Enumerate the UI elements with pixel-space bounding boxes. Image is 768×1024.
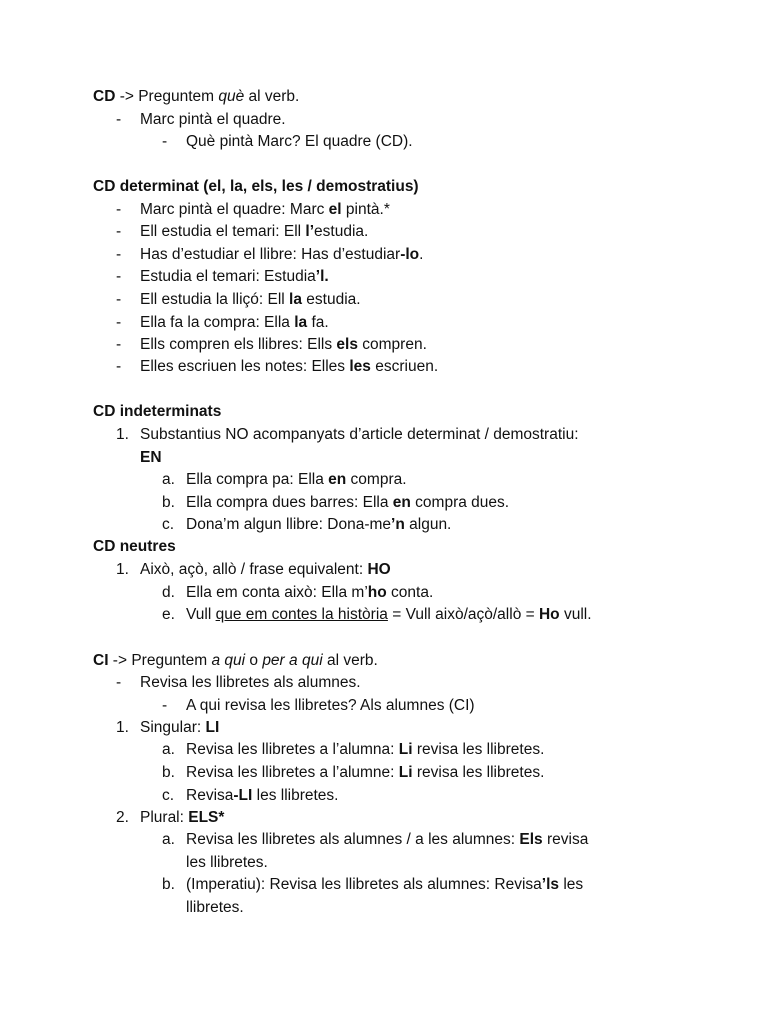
cd-item-1: Marc pintà el quadre. (140, 111, 286, 128)
dash-marker: - (116, 111, 122, 128)
cd-det-item: Marc pintà el quadre: Marc el pintà.* (140, 201, 390, 218)
cd-det-item: Ell estudia la lliçó: Ell la estudia. (140, 291, 361, 308)
ci-plural-sub-b: (Imperatiu): Revisa les llibretes als alumnes: Revisa’ls les (186, 876, 584, 893)
cd-indet-item-1-cont: EN (140, 449, 162, 466)
letter-marker: e. (162, 606, 175, 623)
letter-marker: a. (162, 831, 175, 848)
cd-indet-sub: Ella compra dues barres: Ella en compra dues. (186, 494, 510, 511)
number-marker: 1. (116, 561, 129, 578)
ci-singular-sub: Revisa les llibretes a l’alumna: Li revisa les llibretes. (186, 741, 545, 758)
letter-marker: b. (162, 764, 175, 781)
cd-det-item: Ells compren els llibres: Ells els compren. (140, 336, 427, 353)
ci-singular-sub: Revisa-LI les llibretes. (186, 787, 339, 804)
cd-det-item: Has d’estudiar el llibre: Has d’estudiar-lo. (140, 246, 424, 263)
dash-marker: - (116, 336, 122, 353)
dash-marker: - (116, 314, 122, 331)
dash-marker: - (116, 358, 122, 375)
cd-det-heading: CD determinat (el, la, els, les / demostratius) (93, 178, 419, 195)
ci-item-1: Revisa les llibretes als alumnes. (140, 674, 361, 691)
cd-det-item: Ella fa la compra: Ella la fa. (140, 314, 329, 331)
ci-singular-sub: Revisa les llibretes a l’alumne: Li revisa les llibretes. (186, 764, 545, 781)
ci-plural: Plural: ELS* (140, 809, 225, 826)
letter-marker: c. (162, 516, 175, 533)
number-marker: 1. (116, 719, 129, 736)
cd-neutres-sub-d: Ella em conta això: Ella m’ho conta. (186, 584, 434, 601)
dash-marker: - (116, 674, 122, 691)
cd-item-1-sub: Què pintà Marc? El quadre (CD). (186, 133, 413, 150)
letter-marker: a. (162, 741, 175, 758)
ci-plural-sub-a-cont: les llibretes. (186, 854, 268, 871)
cd-neutres-item-1: Això, açò, allò / frase equivalent: HO (140, 561, 391, 578)
cd-det-item: Estudia el temari: Estudia’l. (140, 268, 329, 285)
number-marker: 2. (116, 809, 129, 826)
cd-neutres-heading: CD neutres (93, 538, 176, 555)
letter-marker: a. (162, 471, 175, 488)
number-marker: 1. (116, 426, 129, 443)
letter-marker: d. (162, 584, 175, 601)
letter-marker: b. (162, 876, 175, 893)
cd-indet-sub: Dona’m algun llibre: Dona-me’n algun. (186, 516, 452, 533)
ci-heading: CI -> Preguntem a qui o per a qui al verb. (93, 652, 378, 669)
dash-marker: - (116, 268, 122, 285)
cd-indet-item-1: Substantius NO acompanyats d’article determinat / demostratiu: (140, 426, 579, 443)
letter-marker: c. (162, 787, 175, 804)
cd-heading: CD -> Preguntem què al verb. (93, 88, 300, 105)
dash-marker: - (162, 133, 168, 150)
cd-det-item: Ell estudia el temari: Ell l’estudia. (140, 223, 369, 240)
cd-indet-sub: Ella compra pa: Ella en compra. (186, 471, 407, 488)
cd-det-item: Elles escriuen les notes: Elles les escriuen. (140, 358, 439, 375)
ci-plural-sub-b-cont: llibretes. (186, 899, 244, 916)
ci-item-1-sub: A qui revisa les llibretes? Als alumnes (CI) (186, 697, 475, 714)
cd-indet-heading: CD indeterminats (93, 403, 222, 420)
dash-marker: - (116, 246, 122, 263)
dash-marker: - (116, 291, 122, 308)
dash-marker: - (116, 201, 122, 218)
ci-singular: Singular: LI (140, 719, 220, 736)
dash-marker: - (162, 697, 168, 714)
dash-marker: - (116, 223, 122, 240)
cd-neutres-sub-e: Vull que em contes la història = Vull això/açò/allò = Ho vull. (186, 606, 592, 623)
letter-marker: b. (162, 494, 175, 511)
ci-plural-sub-a: Revisa les llibretes als alumnes / a les alumnes: Els revisa (186, 831, 589, 848)
